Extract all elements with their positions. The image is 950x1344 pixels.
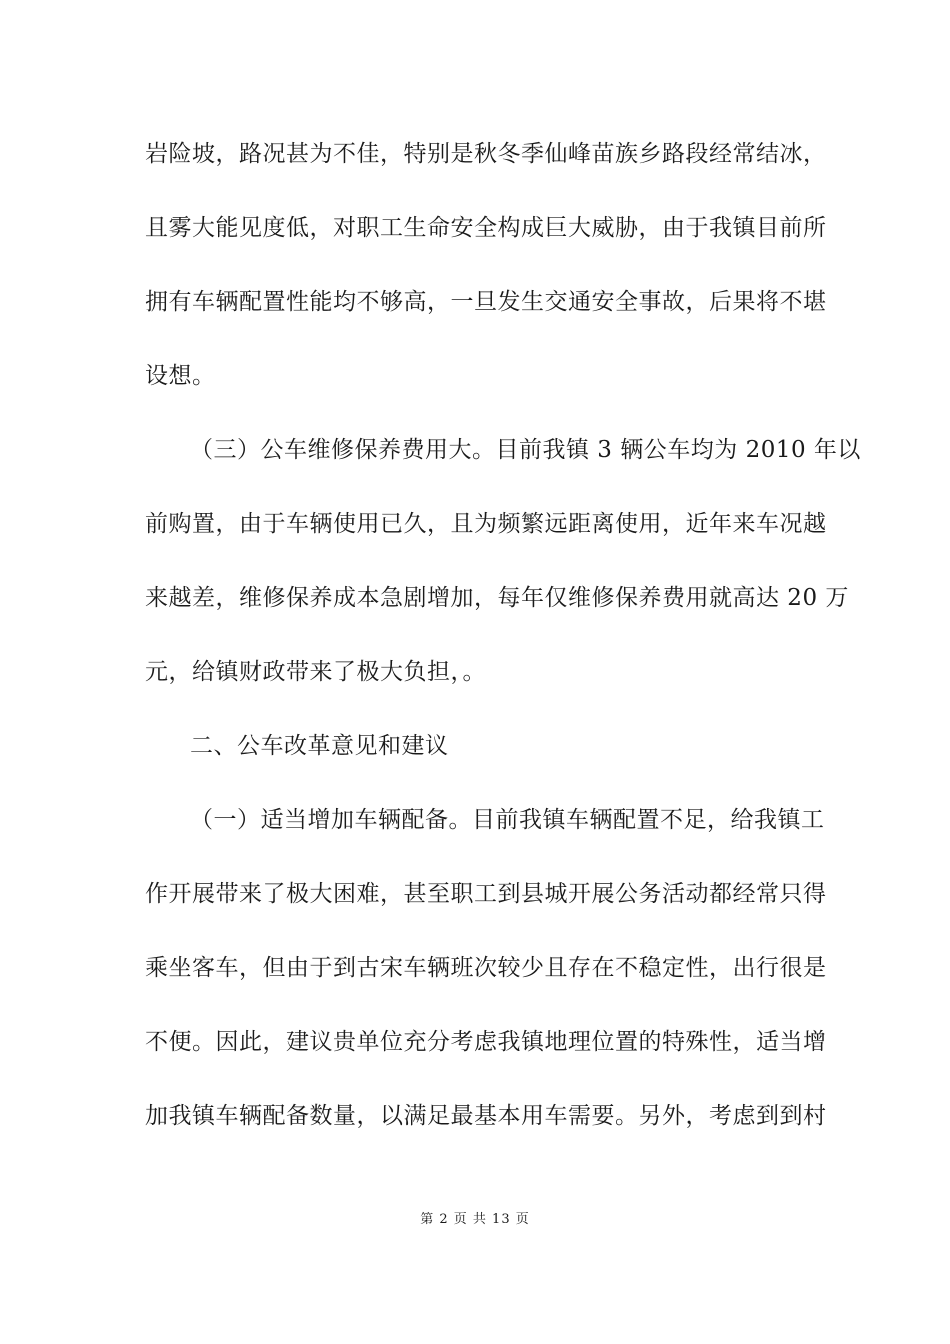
subsection-heading-1: （一）适当增加车辆配备。目前我镇车辆配置不足，给我镇工 — [190, 807, 825, 833]
body-text-line: 不便。因此，建议贵单位充分考虑我镇地理位置的特殊性，适当增 — [145, 1029, 827, 1055]
body-text-line: 且雾大能见度低，对职工生命安全构成巨大威胁，由于我镇目前所 — [145, 215, 827, 241]
page-number-footer: 第 2 页 共 13 页 — [420, 1212, 530, 1227]
section-heading-3: （三）公车维修保养费用大。目前我镇 3 辆公车均为 2010 年以 — [190, 437, 861, 463]
body-text-line: 岩险坡，路况甚为不佳，特别是秋冬季仙峰苗族乡路段经常结冰， — [145, 141, 827, 167]
body-text-line: 拥有车辆配置性能均不够高，一旦发生交通安全事故，后果将不堪 — [145, 289, 827, 315]
body-text-line: 乘坐客车，但由于到古宋车辆班次较少且存在不稳定性，出行很是 — [145, 955, 827, 981]
body-text-line: 加我镇车辆配备数量，以满足最基本用车需要。另外，考虑到到村 — [145, 1103, 827, 1129]
body-text-line: 设想。 — [145, 363, 216, 389]
body-text-line: 作开展带来了极大困难，甚至职工到县城开展公务活动都经常只得 — [145, 881, 827, 907]
body-text-line: 来越差，维修保养成本急剧增加，每年仅维修保养费用就高达 20 万 — [145, 585, 849, 611]
body-text-line: 元，给镇财政带来了极大负担，。 — [145, 659, 486, 685]
section-heading-2: 二、公车改革意见和建议 — [190, 733, 449, 759]
body-text-line: 前购置，由于车辆使用已久，且为频繁远距离使用，近年来车况越 — [145, 511, 827, 537]
